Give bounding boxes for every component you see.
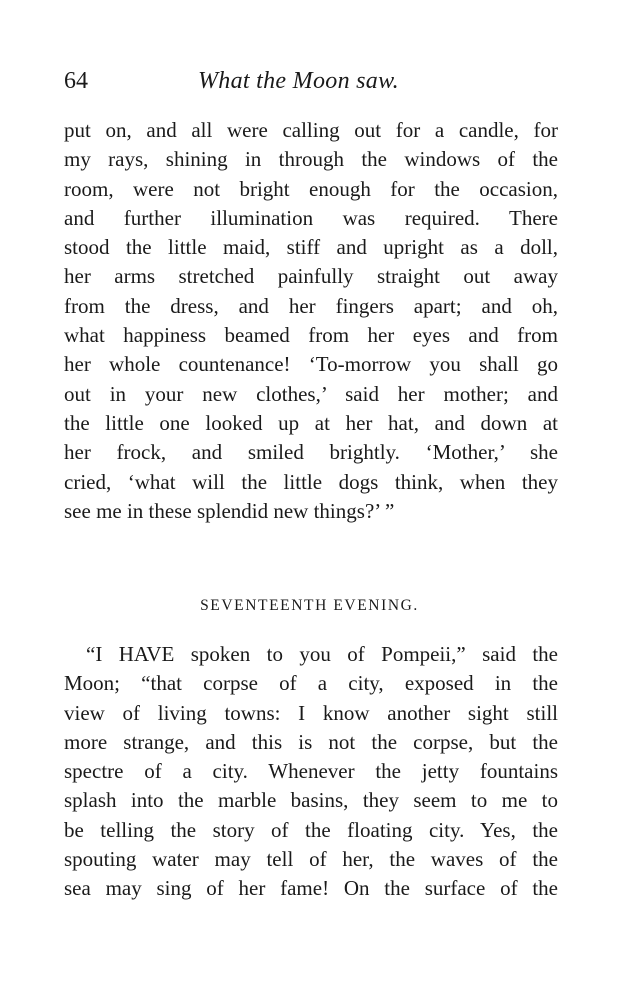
- text-line: her frock, and smiled brightly. ‘Mother,’ she: [64, 440, 558, 465]
- text-line: more strange, and this is not the corpse, but the: [64, 729, 558, 754]
- text-line: stood the little maid, stiff and upright as a doll,: [64, 235, 558, 260]
- text-line: Moon; “that corpse of a city, exposed in the: [64, 671, 558, 696]
- page-header: [64, 68, 564, 102]
- paragraph-seventeenth-evening: [64, 640, 558, 904]
- running-title: What the Moon saw.: [198, 68, 399, 94]
- page-number: 64: [64, 68, 88, 94]
- section-heading: SEVENTEENTH EVENING.: [200, 597, 419, 614]
- text-line: what happiness beamed from her eyes and from: [64, 323, 558, 348]
- text-line: splash into the marble basins, they seem to me to: [64, 788, 558, 813]
- text-line: her whole countenance! ‘To-morrow you shall go: [64, 352, 558, 377]
- text-line: my rays, shining in through the windows of the: [64, 147, 558, 172]
- text-line: see me in these splendid new things?’ ”: [64, 498, 395, 523]
- text-line: and further illumination was required. There: [64, 205, 558, 230]
- text-line: spouting water may tell of her, the waves of the: [64, 847, 558, 872]
- text-line: put on, and all were calling out for a candle, for: [64, 118, 558, 142]
- text-line: her arms stretched painfully straight out away: [64, 264, 558, 289]
- text-line: view of living towns: I know another sight still: [64, 700, 558, 725]
- text-line: spectre of a city. Whenever the jetty fountains: [64, 759, 558, 784]
- text-line: room, were not bright enough for the occasion,: [64, 176, 558, 201]
- text-line: sea may sing of her fame! On the surface of the: [64, 876, 558, 901]
- text-line: “I HAVE spoken to you of Pompeii,” said the: [86, 642, 558, 666]
- text-line: cried, ‘what will the little dogs think, when they: [64, 469, 558, 494]
- text-line: from the dress, and her fingers apart; and oh,: [64, 293, 558, 318]
- text-line: out in your new clothes,’ said her mother; and: [64, 381, 558, 406]
- text-line: be telling the story of the floating city. Yes, the: [64, 817, 558, 842]
- paragraph-continued: [64, 116, 558, 526]
- text-line: the little one looked up at her hat, and down at: [64, 410, 558, 435]
